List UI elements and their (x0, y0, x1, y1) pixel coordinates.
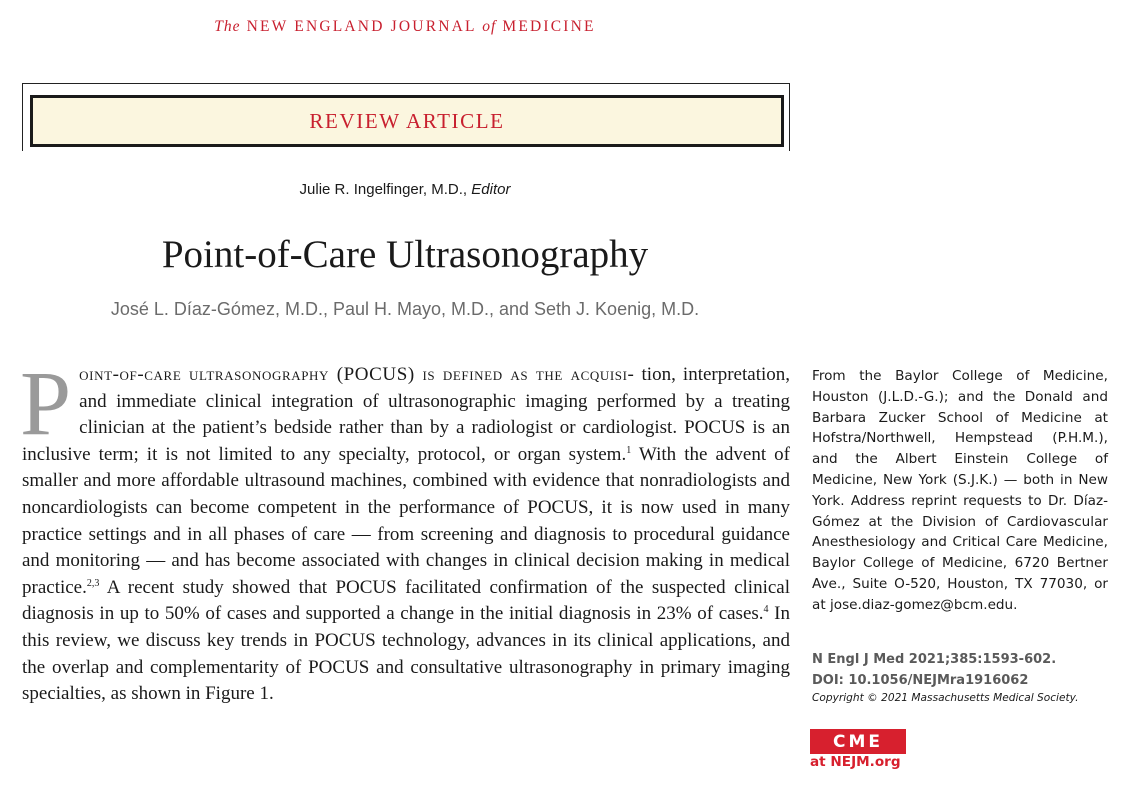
article-authors: José L. Díaz-Gómez, M.D., Paul H. Mayo, M.D., and Seth J. Koenig, M.D. (110, 299, 700, 319)
cme-link[interactable]: at NEJM.org (810, 754, 901, 770)
doi-link[interactable]: DOI: 10.1056/NEJMra1916062 (812, 672, 1029, 688)
reference-2-3[interactable]: 2,3 (86, 577, 100, 589)
editor-name: Julie R. Ingelfinger, M.D., (299, 181, 468, 198)
body-text-4: In this review, we discuss key trends in POCUS technology, advances in its clinical applications, and the overlap and complementarity of POCUS and consultative ultrasonography in primary imaging specialties, as shown in Figure 1. (22, 603, 790, 705)
lead-in-text: oint-of-care ultrasonography (POCUS) is defined as the acquisi- (79, 364, 635, 385)
masthead-part2: MEDICINE (502, 18, 596, 35)
copyright-notice: Copyright © 2021 Massachusetts Medical Society. (812, 692, 1079, 704)
masthead-part1: NEW ENGLAND JOURNAL (246, 18, 477, 35)
citation-block (812, 650, 1112, 691)
masthead-the: The (214, 18, 241, 35)
drop-cap: P (20, 352, 72, 454)
article-title: Point-of-Care Ultrasonography (161, 233, 649, 276)
body-text-2: With the advent of smaller and more affordable ultrasound machines, combined with evidence that nonradiologists and noncardiologists can become competent in the performance of POCUS, it is now used in many practice settings and in all phases of care — from screening and diagnosis to procedural guidance and monitoring — and has become associated with changes in clinical decision making in medical practice. (22, 443, 790, 598)
cme-badge[interactable]: CME (810, 729, 906, 754)
author-affiliations: From the Baylor College of Medicine, Houston (J.L.D.-G.); and the Donald and Barbara Zucker School of Medicine at Hofstra/Northwell, Hempstead (P.H.M.), and the Albert Einstein College of Medicine, New York (S.J.K.) — both in New York. Address reprint requests to Dr. Díaz-Gómez at the Division of Cardiovascular Anesthesiology and Critical Care Medicine, Baylor College of Medicine, 6720 Bertner Ave., Suite O-520, Houston, TX 77030, or at jose.diaz-gomez@bcm.edu. (812, 368, 1108, 613)
article-body (20, 352, 791, 708)
body-text-1: tion, interpretation, and immediate clinical integration of ultrasonographic imaging performed by a treating clinician at the patient’s bedside rather than by a radiologist or cardiologist. POCUS is an inclusive term; it is not limited to any specialty, protocol, or organ system. (22, 364, 791, 465)
editor-line (0, 181, 810, 198)
article-type-banner (30, 95, 784, 147)
body-text-3: A recent study showed that POCUS facilitated confirmation of the suspected clinical diagnosis in up to 50% of cases and supported a change in the initial diagnosis in 23% of cases. (22, 576, 790, 625)
article-type-label: REVIEW ARTICLE (309, 108, 505, 133)
editor-role: Editor (471, 181, 511, 198)
reference-1[interactable]: 1 (626, 444, 632, 456)
masthead-of: of (482, 18, 497, 35)
reference-4[interactable]: 4 (763, 604, 769, 616)
journal-masthead (0, 18, 810, 36)
journal-citation: N Engl J Med 2021;385:1593-602. (812, 652, 1057, 667)
